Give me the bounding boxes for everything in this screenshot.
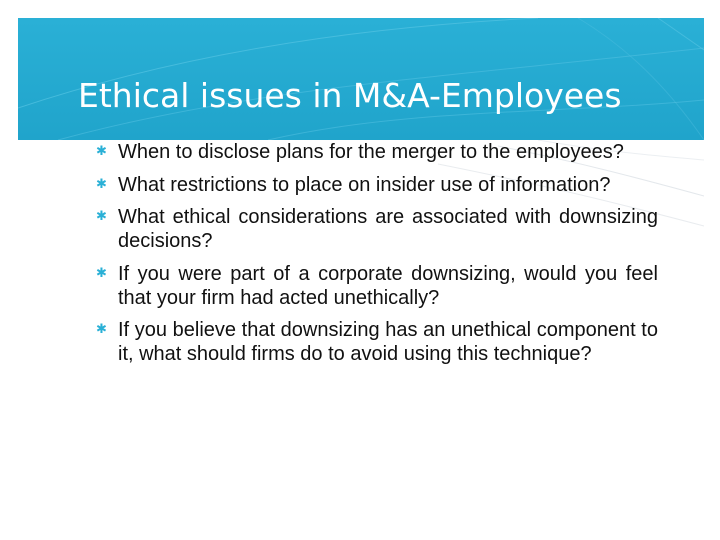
asterisk-bullet-icon: ✱ bbox=[96, 209, 107, 224]
asterisk-bullet-icon: ✱ bbox=[96, 265, 107, 281]
bullet-item bbox=[96, 140, 658, 164]
bullet-text: When to disclose plans for the merger to the employees? bbox=[118, 141, 624, 163]
bullet-text: If you were part of a corporate downsizing, would you feel that your firm had acted unethically? bbox=[118, 262, 658, 309]
bullet-text: If you believe that downsizing has an unethical component to it, what should firms do to avoid using this technique? bbox=[118, 319, 658, 365]
asterisk-bullet-icon: ✱ bbox=[96, 322, 107, 337]
bullet-text: What ethical considerations are associated with downsizing decisions? bbox=[118, 206, 658, 252]
slide-title: Ethical issues in M&A-Employees bbox=[78, 76, 622, 115]
asterisk-bullet-icon: ✱ bbox=[96, 176, 107, 192]
content-area bbox=[18, 140, 704, 524]
bullet-text: What restrictions to place on insider use of information? bbox=[118, 173, 611, 196]
bullet-item bbox=[96, 262, 658, 310]
bullet-item bbox=[96, 173, 658, 197]
bullet-list bbox=[96, 140, 658, 375]
bullet-item bbox=[96, 318, 658, 366]
asterisk-bullet-icon: ✱ bbox=[96, 144, 107, 159]
title-band bbox=[18, 18, 704, 140]
bullet-item bbox=[96, 205, 658, 253]
